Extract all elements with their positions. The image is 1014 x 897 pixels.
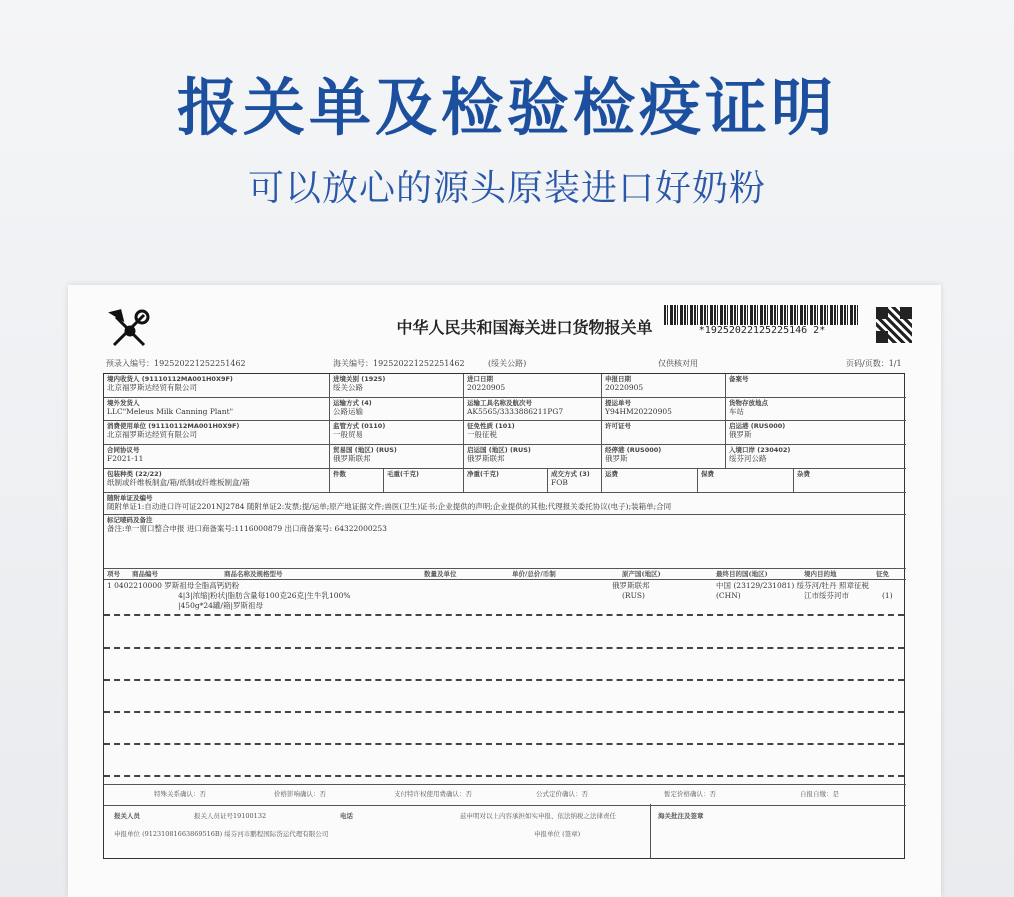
item-separator	[104, 679, 904, 681]
pieces-cell: 件数	[330, 469, 384, 493]
legal-statement: 兹申明对以上内容承担如实申报、依法纳税之法律责任	[460, 812, 616, 820]
customs-number: 海关编号：192520221252251462	[333, 359, 465, 368]
goods-row	[104, 580, 906, 614]
goods-origin: 俄罗斯联邦	[612, 581, 650, 590]
hero-title: 报关单及检验检疫证明	[176, 71, 837, 144]
marks-cell: 标记唛码及备注 备注:单一窗口整合申报 进口商备案号:1116000879 出口商备案号: 64322000253	[104, 515, 906, 569]
goods-header-cell: 最终目的国(地区)	[716, 570, 768, 578]
document-title: 中华人民共和国海关进口货物报关单	[396, 318, 653, 337]
record-cell: 备案号	[726, 374, 906, 398]
import-date-cell: 进口日期 20220905	[464, 374, 602, 398]
goods-header-cell: 项号	[107, 570, 120, 578]
origin-port-cell: 启运港 (RUS000) 俄罗斯	[726, 421, 906, 445]
freight-cell: 运费	[602, 469, 698, 493]
qr-code-icon	[876, 307, 912, 343]
attached-docs-cell: 随附单证及编号 随附单证1:自动进口许可证2201NJ2784 随附单证2:发票;提/运单;原产地证据文件;兽医(卫生)证书;企业提供的声明;企业提供的其他;代理报关委托协议(电子);装箱单;合同	[104, 493, 906, 515]
special-relation-confirm: 特殊关系确认：否	[154, 790, 206, 798]
goods-destination-code: (CHN)	[716, 591, 741, 600]
footer-section	[104, 804, 906, 859]
declarant-label: 报关人员	[114, 812, 140, 820]
goods-header-cell: 征免	[876, 570, 889, 578]
item-separator	[104, 743, 904, 745]
misc-cell: 杂费	[794, 469, 906, 493]
goods-header-cell: 单价/总价/币制	[512, 570, 556, 578]
item-separator	[104, 711, 904, 713]
storage-cell: 货物存放地点 车站	[726, 398, 906, 421]
goods-line-1: 1 0402210000 罗斯祖母全脂高钙奶粉	[107, 581, 240, 590]
goods-destination: 中国 (23129/231081) 绥芬河/牡丹 照章征税	[716, 581, 870, 590]
goods-header-cell: 商品名称及规格型号	[224, 570, 283, 578]
item-separator	[104, 775, 904, 777]
confirm-row	[104, 784, 906, 806]
formula-price-confirm: 公式定价确认：否	[536, 790, 588, 798]
license-cell: 许可证号	[602, 421, 726, 445]
bill-cell: 提运单号 Y94HM20220905	[602, 398, 726, 421]
port-note: (绥关公路)	[488, 359, 527, 368]
declare-date-cell: 申报日期 20220905	[602, 374, 726, 398]
goods-origin-code: (RUS)	[622, 591, 645, 600]
goods-header-cell: 原产国(地区)	[622, 570, 661, 578]
goods-line-3: |450g*24罐/箱|罗斯祖母	[178, 601, 263, 610]
page-number: 页码/页数：1/1	[846, 359, 902, 368]
goods-line-2: 4|3|浓缩|粉状|脂肪含量每100克26克|生牛乳100%	[178, 591, 351, 600]
transport-cell: 运输方式 (4) 公路运输	[330, 398, 464, 421]
ship-country-cell: 启运国 (地区) (RUS) 俄罗斯联邦	[464, 445, 602, 469]
provisional-price-confirm: 暂定价格确认：否	[664, 790, 716, 798]
footer-divider	[650, 804, 651, 859]
contract-cell: 合同协议号 F2021-11	[104, 445, 330, 469]
consignee-cell: 境内收货人 (91110112MA001H0X9F) 北京福罗斯达经贸有限公司	[104, 374, 330, 398]
user-cell: 消费使用单位 (91110112MA001H0X9F) 北京福罗斯达经贸有限公司	[104, 421, 330, 445]
royalty-confirm: 支付特许权使用费确认：否	[394, 790, 472, 798]
goods-header-cell: 商品编号	[132, 570, 158, 578]
customs-note: 海关批注及签章	[658, 812, 704, 820]
phone-label: 电话	[340, 812, 353, 820]
declaration-form	[103, 373, 905, 859]
goods-header	[104, 569, 906, 580]
insurance-cell: 保费	[698, 469, 794, 493]
vehicle-cell: 运输工具名称及航次号 AK5565/3333886211PG7	[464, 398, 602, 421]
trade-country-cell: 贸易国 (地区) (RUS) 俄罗斯联邦	[330, 445, 464, 469]
copy-note: 仅供核对用	[658, 359, 698, 368]
goods-header-cell: 境内目的地	[804, 570, 837, 578]
deal-cell: 成交方式 (3) FOB	[548, 469, 602, 493]
gross-weight-cell: 毛重(千克)	[384, 469, 464, 493]
goods-header-cell: 数量及单位	[424, 570, 457, 578]
entry-port-cell: 进境关别 (1925) 绥关公路	[330, 374, 464, 398]
hero-subtitle: 可以放心的源头原装进口好奶粉	[247, 168, 766, 209]
entry-point-cell: 入境口岸 (230402) 绥芬河公路	[726, 445, 906, 469]
packing-cell: 包装种类 (22/22) 纸制或纤维板制盒/箱/纸制或纤维板制盒/箱	[104, 469, 330, 493]
declarant-cert: 报关人员证号19100132	[194, 812, 267, 820]
goods-destination-2: 江市绥芬河市	[804, 591, 849, 600]
declare-seal: 申报单位 (签章)	[534, 830, 581, 838]
item-separator	[104, 614, 904, 616]
goods-levy-code: (1)	[882, 591, 893, 600]
transit-port-cell: 经停港 (RUS000) 俄罗斯	[602, 445, 726, 469]
levy-cell: 征免性质 (101) 一般征税	[464, 421, 602, 445]
pre-entry-number: 预录入编号：192520221252251462	[106, 359, 246, 368]
supervision-cell: 监管方式 (0110) 一般贸易	[330, 421, 464, 445]
net-weight-cell: 净重(千克)	[464, 469, 548, 493]
customs-declaration-document	[68, 285, 941, 897]
declare-unit: 申报单位 (91231081663869516B) 绥芬河市鹏程国际货运代理有限公司	[114, 830, 329, 838]
self-pay-confirm: 自报自缴：是	[800, 790, 839, 798]
price-impact-confirm: 价格影响确认：否	[274, 790, 326, 798]
item-separator	[104, 647, 904, 649]
barcode-text: *19252022125225146 2*	[664, 325, 860, 336]
shipper-cell: 境外发货人 LLC"Meleus Milk Canning Plant"	[104, 398, 330, 421]
